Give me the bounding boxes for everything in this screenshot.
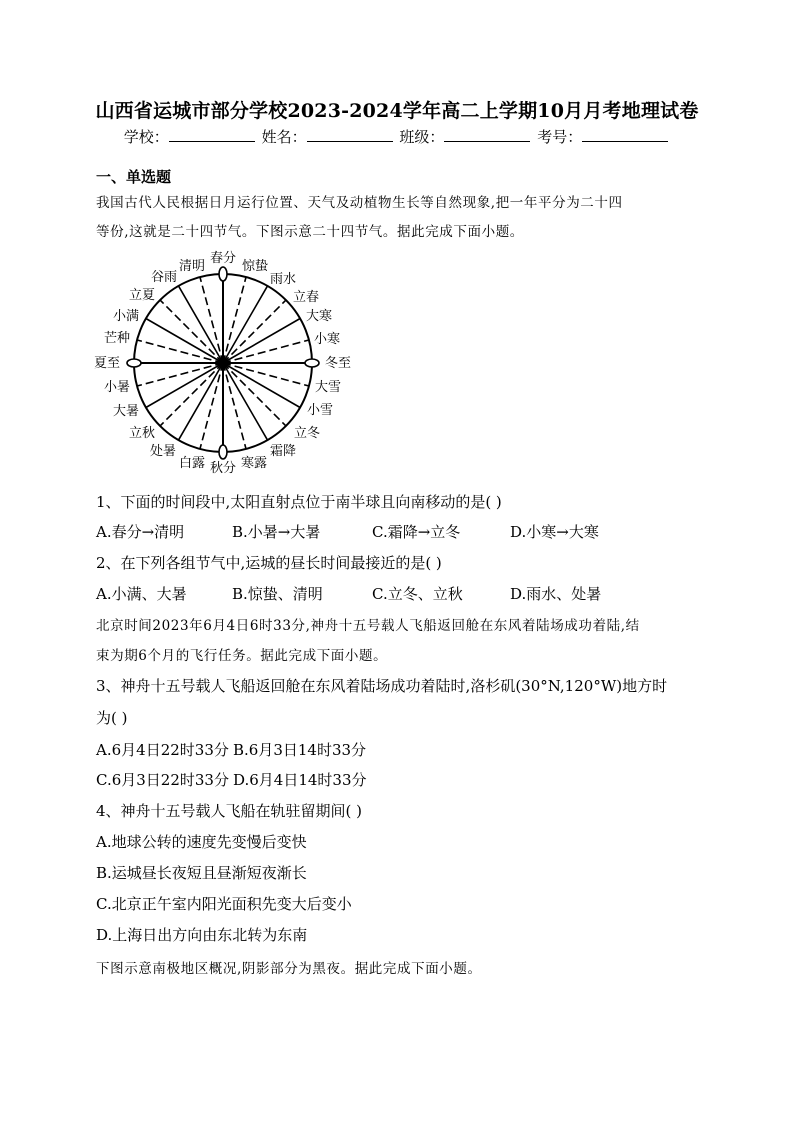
exam-number-label: 考号： [537, 128, 583, 146]
name-blank [307, 129, 393, 142]
question-3-stem-line-2: 为( ) [96, 709, 128, 727]
term-label: 芒种 [103, 331, 131, 346]
term-label: 冬至 [324, 356, 351, 371]
term-label: 春分 [209, 251, 237, 266]
name-label: 姓名： [261, 128, 307, 146]
term-label: 惊蛰 [241, 259, 269, 274]
option-d[interactable]: D.6月4日14时33分 [233, 771, 367, 789]
class-label: 班级： [399, 128, 445, 146]
term-label: 立夏 [128, 288, 156, 303]
term-label: 白露 [178, 456, 206, 471]
term-label: 小寒 [313, 332, 341, 347]
intro-line-1: 我国古代人民根据日月运行位置、天气及动植物生长等自然现象,把一年平分为二十四 [96, 195, 623, 211]
intro3-line: 下图示意南极地区概况,阴影部分为黑夜。据此完成下面小题。 [96, 961, 482, 977]
option-c[interactable]: C.霜降→立冬 [372, 523, 461, 541]
question-2-options [96, 583, 601, 604]
school-label: 学校： [123, 128, 169, 146]
term-label: 霜降 [269, 444, 297, 459]
term-label: 夏至 [94, 356, 121, 371]
option-b[interactable]: B.运城昼长夜短且昼渐短夜渐长 [96, 864, 307, 882]
intro2-line-1: 北京时间2023年6月4日6时33分,神舟十五号载人飞船返回舱在东风着陆场成功着陆,结 [96, 618, 640, 634]
question-1-options [96, 521, 599, 542]
option-b[interactable]: B.小暑→大暑 [232, 523, 321, 541]
option-c[interactable]: C.立冬、立秋 [372, 585, 463, 603]
intro-line-2: 等份,这就是二十四节气。下图示意二十四节气。据此完成下面小题。 [96, 224, 524, 240]
diagram-spoke [223, 363, 309, 386]
diagram-spoke [223, 277, 246, 363]
question-3-stem-line-1: 3、神舟十五号载人飞船返回舱在东风着陆场成功着陆时,洛杉矶(30°N,120°W)地方时 [96, 677, 668, 695]
diagram-term-marker [219, 267, 227, 281]
option-d[interactable]: D.雨水、处暑 [510, 585, 602, 603]
term-label: 谷雨 [150, 270, 178, 285]
option-c[interactable]: C.北京正午室内阳光面积先变大后变小 [96, 895, 352, 913]
option-a[interactable]: A.春分→清明 [96, 523, 185, 541]
diagram-center-dot [219, 359, 228, 368]
option-d[interactable]: D.上海日出方向由东北转为东南 [96, 926, 308, 944]
option-a[interactable]: A.6月4日22时33分 [96, 741, 229, 759]
question-4-stem: 4、神舟十五号载人飞船在轨驻留期间( ) [96, 802, 363, 820]
exam-number-blank [582, 129, 668, 142]
question-3-options-row-2 [96, 769, 367, 790]
term-label: 小满 [112, 309, 140, 324]
solar-terms-diagram [92, 246, 356, 476]
term-label: 雨水 [269, 272, 297, 287]
term-label: 大雪 [314, 380, 342, 395]
term-label: 寒露 [240, 456, 268, 471]
diagram-spoke [200, 277, 223, 363]
student-info-line [0, 126, 794, 147]
class-blank [444, 129, 530, 142]
diagram-term-marker [219, 445, 227, 459]
intro2-line-2: 束为期6个月的飞行任务。据此完成下面小题。 [96, 648, 388, 664]
term-label: 大暑 [112, 404, 140, 419]
diagram-spoke [200, 363, 223, 449]
diagram-spoke [137, 340, 223, 363]
exam-title: 山西省运城市部分学校2023-2024学年高二上学期10月月考地理试卷 [95, 100, 699, 122]
term-label: 清明 [178, 259, 206, 274]
question-1-stem: 1、下面的时间段中,太阳直射点位于南半球且向南移动的是( ) [96, 493, 502, 511]
term-label: 处暑 [149, 444, 177, 459]
option-a[interactable]: A.小满、大暑 [96, 585, 187, 603]
option-a[interactable]: A.地球公转的速度先变慢后变快 [96, 833, 307, 851]
question-3-options-row-1 [96, 739, 366, 760]
question-2-stem: 2、在下列各组节气中,运城的昼长时间最接近的是( ) [96, 554, 442, 572]
option-d[interactable]: D.小寒→大寒 [510, 523, 599, 541]
diagram-spoke [223, 363, 246, 449]
term-label: 秋分 [209, 461, 237, 476]
term-label: 小雪 [306, 403, 334, 418]
term-label: 立秋 [128, 426, 156, 441]
diagram-term-marker [127, 359, 141, 367]
term-label: 立冬 [293, 426, 321, 441]
section-heading: 一、单选题 [96, 168, 172, 186]
term-label: 小暑 [103, 380, 131, 395]
option-c[interactable]: C.6月3日22时33分 [96, 771, 229, 789]
option-b[interactable]: B.6月3日14时33分 [233, 741, 367, 759]
diagram-spoke [137, 363, 223, 386]
diagram-spoke [223, 340, 309, 363]
school-blank [169, 129, 255, 142]
term-label: 立春 [292, 290, 320, 305]
term-label: 大寒 [305, 309, 333, 324]
diagram-term-marker [305, 359, 319, 367]
option-b[interactable]: B.惊蛰、清明 [232, 585, 323, 603]
